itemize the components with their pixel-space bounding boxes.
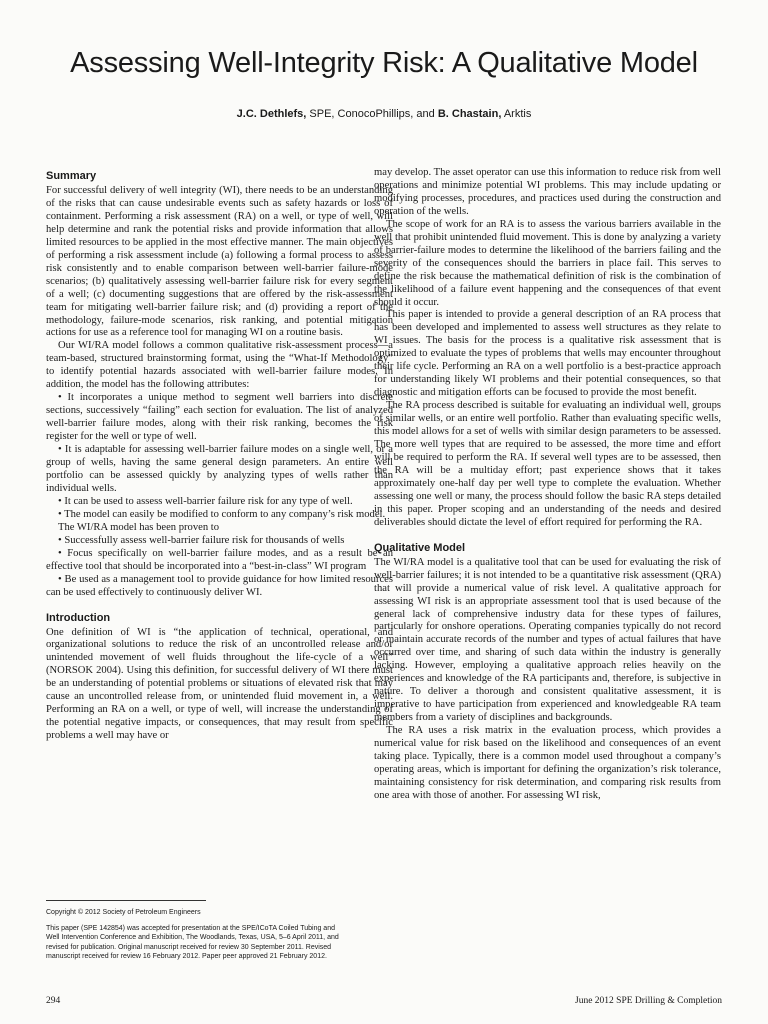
author-2-affiliation: Arktis <box>501 108 532 120</box>
paper-title: Assessing Well-Integrity Risk: A Qualitative Model <box>70 47 698 80</box>
summary-bullet: • It can be used to assess well-barrier failure risk for any type of well. <box>58 495 353 507</box>
summary-paragraph: Our WI/RA model follows a common qualitative risk-assessment process—a team-based, structured brainstorming format, using the “What-If Methodology” to identify potential hazards associated with well-barrier failure modes. In addition, the model has the following attributes: <box>46 340 393 391</box>
summary-bullet: • Successfully assess well-barrier failure risk for thousands of wells <box>58 534 345 546</box>
summary-bullet: • Be used as a management tool to provide guidance for how limited resources can be used effectively to continuously deliver WI. <box>46 573 393 598</box>
footnotes <box>46 908 346 968</box>
page-number: 294 <box>46 996 61 1006</box>
author-1-affiliation: SPE, ConocoPhillips, and <box>306 108 438 120</box>
body-paragraph: The RA process described is suitable for evaluating an individual well, groups of similar wells, or an entire well portfolio. Rather than evaluating specific wells, this model allows for a set of wells with similar design parameters to be assessed. The more well types that are required to be assessed, the more time and effort will be required to perform the RA. If several well types are to be assessed, then the RA will be a multiday effort; past experience shows that it takes approximately one-half day per well type to complete the evaluation. Whether assessing one well or many, the process should follow the basic RA steps detailed in this paper. Proper scoping and an understanding of the needs and desired deliverables should dictate the level of effort required for performing the RA. <box>374 400 721 528</box>
qualitative-model-heading: Qualitative Model <box>374 541 466 554</box>
summary-heading: Summary <box>46 170 97 182</box>
summary-paragraph: The WI/RA model has been proven to <box>58 521 220 533</box>
summary-bullet: • Focus specifically on well-barrier failure modes, and as a result be an effective tool that should be incorporated into a “best-in-class” WI program <box>46 547 393 572</box>
summary-bullet: • It is adaptable for assessing well-barrier failure modes on a single well, or a group of wells, having the same general design parameters. An entire well portfolio can be assessed quickly by analyzing types of wells rather than individual wells. <box>46 444 393 494</box>
introduction-paragraph: One definition of WI is “the application of technical, operational, and organizational solutions to reduce the risk of an uncontrolled release and/or unintended movement of well fluids throughout the life-cycle of a well” (NORSOK 2004). Using this definition, for successful delivery of WI there must be an understanding of potential problems or situations of elevated risk that may cause an uncontrolled release from, or unintended fluid movement in, a well. Performing an RA on a well, or type of well, will increase the understanding of the potential negative impacts, or consequences, that may result from specific problems a well may have or <box>46 626 393 742</box>
body-paragraph: may develop. The asset operator can use this information to reduce risk from well operations and minimize potential WI problems. This may include updating or modifying processes, procedures, and practices used during the construction and operation of the wells. <box>374 167 721 217</box>
author-2-name: B. Chastain, <box>437 108 502 120</box>
body-paragraph: The scope of work for an RA is to assess the various barriers available in the well that prohibit unintended fluid movement. This is done by analyzing a variety of barrier-failure modes to determine the likelihood of the barriers failing and the severity of the consequences should the barriers in place fail. This serves to define the risk because the mathematical definition of risk is the combination of the likelihood of a failure event happening and the consequences of that event should it occur. <box>374 218 721 308</box>
body-paragraph: This paper is intended to provide a general description of an RA process that has been developed and implemented to assess well structures as they relate to WI issues. The basis for the process is a qualitative risk assessment that is optimized to evaluate the types of problems that wells may encounter throughout their life cycle. Performing an RA on a well portfolio is a best-practice approach for understanding likely WI problems and their potential consequences, so that diagnostic and mitigation efforts can be focused to provide the most benefit. <box>374 309 721 399</box>
introduction-heading: Introduction <box>46 611 111 624</box>
author-line <box>40 107 728 121</box>
right-column <box>374 167 721 803</box>
publication-note: This paper (SPE 142854) was accepted for presentation at the SPE/ICoTA Coiled Tubing and Well Intervention Conference and Exhibition, The Woodlands, Texas, USA, 5–6 April 2011, and revised for publication. Original manuscript received for review 30 September 2011. Revised manuscript received for review 16 February 2012. Paper peer approved 21 February 2012. <box>46 925 339 960</box>
summary-paragraph: For successful delivery of well integrity (WI), there needs to be an understanding of the risks that can cause undesirable events such as safety hazards or loss of containment. Performing a risk assessment (RA) on a well, or type of well, will help determine and rank the potential risks and provide information that allows limited resources to be applied in the most effective manner. The main objectives of performing a risk assessment include (a) following a formal process to assess risk consistently and to enable comparison between well-barrier failure-mode scenarios; (b) qualitatively assessing well-barrier failure risk for every segment of a well; (c) documenting suggestions that are offered by the risk-assessment team for mitigating well-barrier failure risk; and (d) providing a report of the methodology, failure-mode scenarios, risk ranking, and potential mitigation actions for use as a reference tool for managing WI on a routine basis. <box>46 185 393 339</box>
summary-bullet: • It incorporates a unique method to segment well barriers into discrete sections, successively “failing” each section for evaluation. The list of analyzed well-barrier failure modes, along with their risk ranking, becomes the risk register for the well or type of well. <box>46 392 393 443</box>
body-paragraph: The WI/RA model is a qualitative tool that can be used for evaluating the risk of well-barrier failures; it is not intended to be a quantitative risk assessment (QRA) that will provide a numerical value of risk level. A qualitative approach for assessing WI risk is an appropriate assessment tool that is used because of the general lack of comprehensive industry data for these types of failures, particularly for onshore operations. Operating companies typically do not record or maintain accurate records of the number and types of actual failures that have occurred over time, and sharing of such data within the industry is generally lacking. However, employing a qualitative approach relies heavily on the experiences and knowledge of the RA participants and, therefore, is subjective in nature. To deliver a thorough and consistent qualitative assessment, it is imperative to have participation from experienced and knowledgeable RA team members from a variety of disciplines and backgrounds. <box>374 556 721 724</box>
footnote-divider <box>46 900 206 901</box>
author-1-name: J.C. Dethlefs, <box>236 108 307 120</box>
summary-bullet: • The model can easily be modified to conform to any company’s risk model. <box>58 508 386 520</box>
copyright-note: Copyright © 2012 Society of Petroleum Engineers <box>46 909 201 916</box>
body-paragraph: The RA uses a risk matrix in the evaluation process, which provides a numerical value for risk based on the likelihood and consequences of an event taking place. Typically, there is a common model used throughout a company’s operating areas, which is important for defining the organization’s risk tolerance, maintaining consistency for risk determination, and comparing risk results from one area with those of another. For assessing WI risk, <box>374 725 721 801</box>
left-column <box>46 170 393 743</box>
journal-footer: June 2012 SPE Drilling & Completion <box>575 996 722 1006</box>
